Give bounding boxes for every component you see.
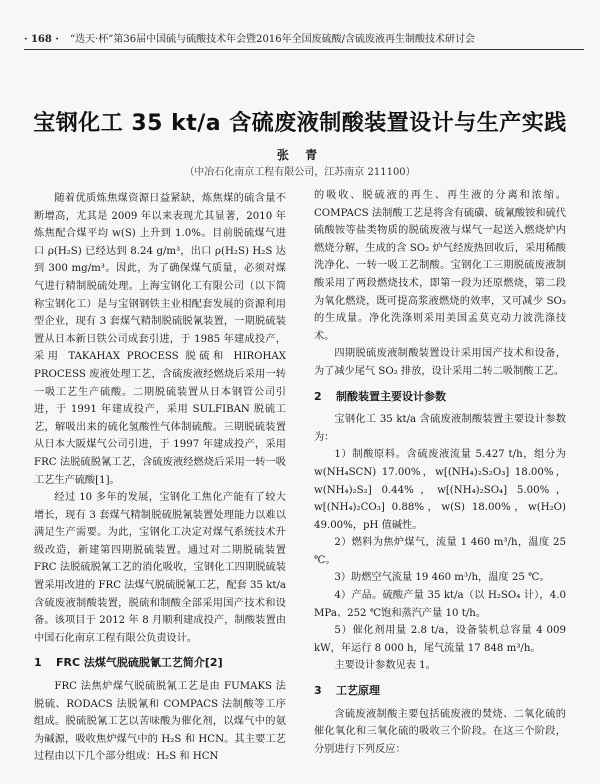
param-item-5: 5）催化剂用量 2.8 t/a，设备装机总容量 4 009 kW，年运行 8 000 h，尾气流量 17 848 m³/h。 bbox=[314, 625, 566, 654]
param-item-2: 2）燃料为焦炉煤气，流量 1 460 m³/h，温度 25 ℃。 bbox=[314, 537, 566, 566]
paper-title: 宝钢化工 35 kt/a 含硫废液制酸装置设计与生产实践 bbox=[33, 111, 567, 136]
affiliation: （中冶石化南京工程有限公司，江苏南京 211100） bbox=[184, 167, 416, 178]
table-note: 主要设计参数见表 1。 bbox=[334, 660, 436, 672]
section-3-paragraph: 含硫废液制酸主要包括硫废液的焚烧、二氧化硫的催化氧化和三氧化硫的吸收三个阶段。在这三个阶段，分别进行下列反应： bbox=[314, 708, 566, 755]
section-3-heading bbox=[314, 682, 566, 700]
section-3-title: 工艺原理 bbox=[336, 684, 380, 698]
running-header bbox=[24, 30, 584, 45]
param-item-4: 4）产品。硫酸产量 35 kt/a（以 H₂SO₄ 计），4.0 MPa、252 ℃饱和蒸汽产量 10 t/h。 bbox=[314, 590, 566, 619]
section-1-number: 1 bbox=[34, 656, 42, 670]
page-number: · 168 · bbox=[24, 34, 59, 45]
author: 张 青 bbox=[276, 148, 324, 162]
section-2-heading bbox=[314, 388, 566, 406]
left-column bbox=[34, 190, 286, 782]
continued-paragraph: 的吸收、脱硫液的再生、再生液的分离和浓缩。COMPACS 法制酸工艺是将含有硫磺、硫氰酸铵和硫代硫酸铵等盐类物质的脱硫废液与煤气一起送入燃烧炉内燃烧分解，生成的含 SO₂ 炉气经废热回收后，采用稀酸洗净化、一转一吸工艺制酸。宝钢化工三期脱硫废液制酸采用了两段燃烧技术，即第一段为还原燃烧，第二段为氧化燃烧，既可提高浆液燃烧的效率，又可减少 SO₃ 的生成量。净化洗涤则采用美国孟莫克动力波洗涤技术。 bbox=[314, 190, 566, 342]
paragraph-2: 四期脱硫废液制酸装置设计采用国产技术和设备，为了减少尾气 SO₂ 排放，设计采用二转二吸制酸工艺。 bbox=[314, 348, 566, 377]
section-2-title: 制酸装置主要设计参数 bbox=[336, 389, 446, 403]
section-1-heading bbox=[34, 654, 286, 672]
section-1-title: FRC 法煤气脱硫脱氰工艺简介[2] bbox=[56, 656, 223, 670]
section-2-intro: 宝钢化工 35 kt/a 含硫废液制酸装置主要设计参数为： bbox=[314, 414, 566, 443]
param-item-1: 1）制酸原料。含硫废液流量 5.427 t/h，组分为 w(NH₄SCN) 17.00%，w[(NH₄)₂S₂O₃] 18.00%，w(NH₄)₂S₂] 0.44%，w[(NH₄)₂SO₄] 5.00%，w[(NH₄)₂CO₃] 0.88%，w(S) 18.00%，w(H₂O) 49.00%，pH 值碱性。 bbox=[314, 449, 566, 531]
section-1-paragraph: FRC 法焦炉煤气脱硫脱氰工艺是由 FUMAKS 法脱硫、RODACS 法脱氰和 COMPACS 法制酸等工序组成。脱硫脱氰工艺以苦味酸为催化剂，以煤气中的氨为碱源，吸收焦炉煤气中的 H₂S 和 HCN。其主要工艺过程由以下几个部分组成：H₂S 和 HCN bbox=[34, 681, 286, 763]
intro-paragraph-1: 随着优质炼焦煤资源日益紧缺，炼焦煤的硫含量不断增高，尤其是 2009 年以来表现尤其显著，2010 年炼焦配合煤平均 w(S) 上升到 1.0%。目前脱硫煤气进口 ρ(H₂S) 已经达到 8.24 g/m³，出口 ρ(H₂S) H₂S 达到 300 mg/m³。因此，为了确保煤气质量，必须对煤气进行精制脱硫处理。上海宝钢化工有限公司（以下简称宝钢化工）是与宝钢钢铁主业相配套发展的资源利用型企业，现有 3 套煤气精制脱硫脱氰装置，一期脱硫装置从日本新日铁公司成套引进，于 1985 年建成投产，采用 TAKAHAX PROCESS 脱硫和 HIROHAX PROCESS 废液处理工艺，含硫废液经燃烧后采用一转一吸工艺生产硫酸。二期脱硫装置从日本钢管公司引进，于 1991 年建成投产，采用 SULFIBAN 脱硫工艺，解吸出来的硫化氢酸性气体制硫酸。三期脱硫装置从日本大阪煤气公司引进，于 1997 年建成投产，采用 FRC 法脱硫脱氰工艺，含硫废液经燃烧后采用一转一吸工艺生产硫酸[1]。 bbox=[34, 193, 286, 486]
running-title: “迭天·杯”第36届中国硫与硫酸技术年会暨2016年全国废硫酸/含硫废液再生制酸技术研讨会 bbox=[70, 34, 475, 45]
right-column bbox=[314, 187, 566, 779]
intro-paragraph-2: 经过 10 多年的发展，宝钢化工焦化产能有了较大增长，现有 3 套煤气精制脱硫脱氰装置处理能力以难以满足生产需要。为此，宝钢化工决定对煤气系统技术升级改造，新建第四期脱硫装置。通过对二期脱硫装置 FRC 法脱硫脱氰工艺的消化吸收，宝钢化工四期脱硫装置采用改进的 FRC 法煤气脱硫脱氰工艺，配套 35 kt/a 含硫废液制酸装置，脱硫和制酸全部采用国产技术和设备。该项目于 2012 年 8 月顺利建成投产，制酸装置由中国石化南京工程有限公负责设计。 bbox=[34, 492, 286, 644]
section-3-number: 3 bbox=[314, 684, 322, 698]
param-item-3: 3）助燃空气流量 19 460 m³/h，温度 25 ℃。 bbox=[334, 572, 550, 584]
section-2-number: 2 bbox=[314, 389, 322, 403]
header-rule bbox=[24, 49, 584, 50]
